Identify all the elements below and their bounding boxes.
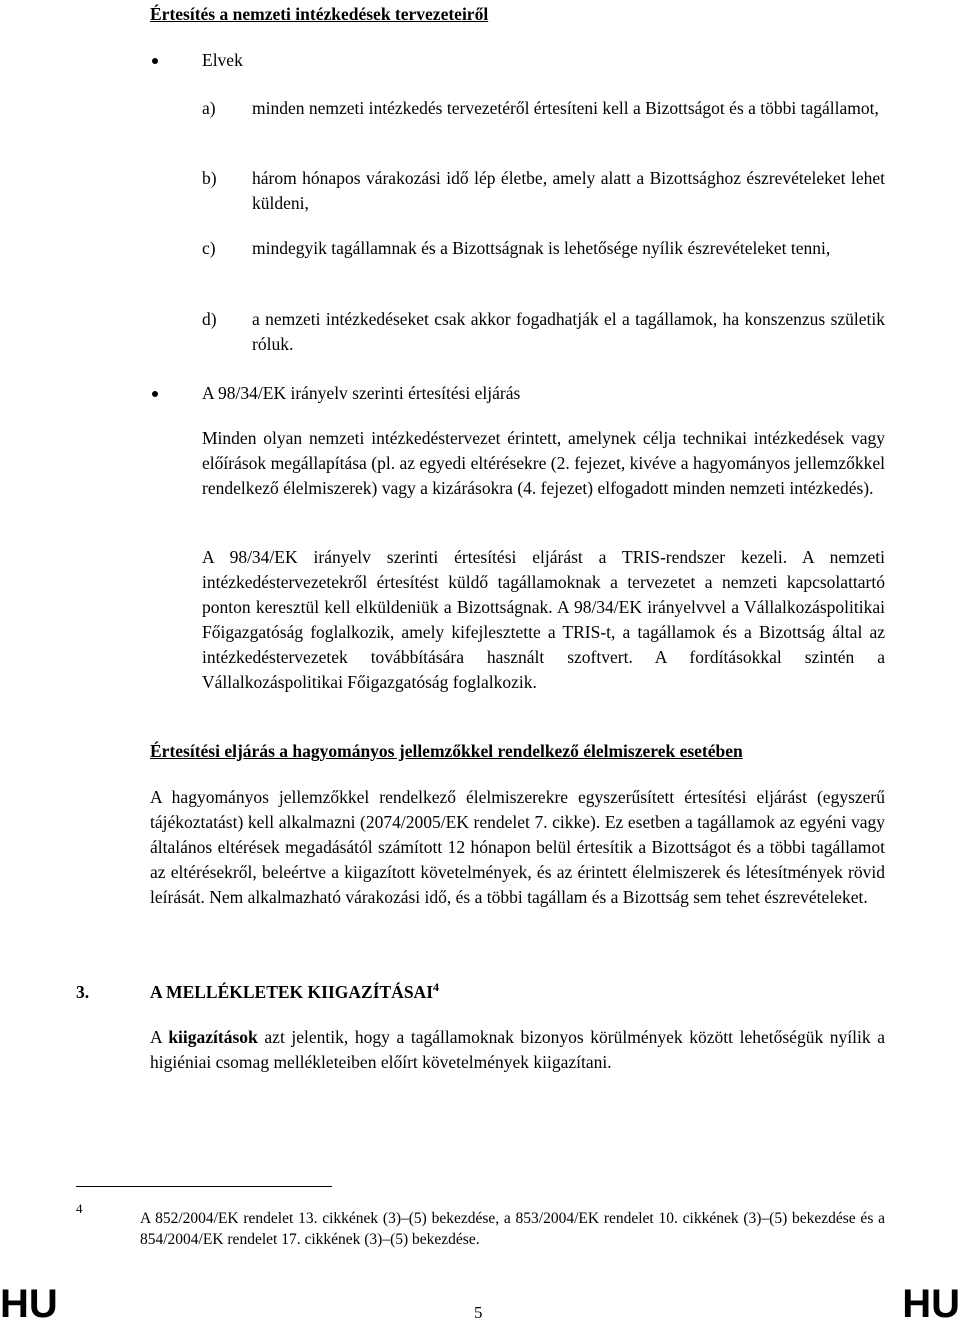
principle-label-d: d) (202, 309, 217, 329)
principle-label-b: b) (202, 168, 217, 188)
principles-heading: Elvek (202, 50, 243, 70)
footer-language-left: HU (0, 1282, 58, 1326)
procedure-paragraph-2: A 98/34/EK irányelv szerinti értesítési eljárást a TRIS-rendszer kezeli. A nemzeti intézkedéstervezetekről értesítést küldő tagállamoknak a tervezetet a nemzeti kapcsolattartó ponton keresztül kell elküldeniük a Bizottságnak. A 98/34/EK irányelvvel a Vállalkozáspolitikai Főigazgatóság foglalkozik, amely kifejlesztette a TRIS-t, a tagállamok és a Bizottság által az intézkedéstervezetek továbbítására használt szoftvert. A fordításokkal szintén a Vállalkozáspolitikai Főigazgatóság foglalkozik. (202, 547, 885, 692)
document-title: Értesítés a nemzeti intézkedések tervezeteiről (150, 4, 489, 24)
principle-text-b: három hónapos várakozási idő lép életbe, amely alatt a Bizottsághoz észrevételeket lehet küldeni, (252, 168, 885, 213)
footer-language-right: HU (902, 1282, 960, 1326)
section-heading (150, 980, 439, 1005)
principle-label-c: c) (202, 238, 216, 258)
principle-label-a: a) (202, 98, 216, 118)
section-paragraph-rest: azt jelentik, hogy a tagállamoknak bizonyos körülmények között lehetőségük nyílik a higiéniai csomag mellékleteiben előírt követelmények kiigazítani. (150, 1027, 886, 1072)
procedure-heading: A 98/34/EK irányelv szerinti értesítési eljárás (202, 383, 521, 403)
principle-text-a: minden nemzeti intézkedés tervezetéről értesíteni kell a Bizottságot és a többi tagállamot, (252, 98, 879, 118)
footnote-separator (76, 1186, 332, 1187)
traditional-paragraph: A hagyományos jellemzőkkel rendelkező élelmiszerekre egyszerűsített értesítési eljárást (egyszerű tájékoztatást) kell alkalmazni (2074/2005/EK rendelet 7. cikke). Ez esetben a tagállamok az egyéni vagy általános eltérések megadásától számított 12 hónapon belül értesítik a Bizottságot és a többi tagállamot az eltérésekről, beleértve a kiigazított követelmények, és az érintett élelmiszerek és létesítmények rövid leírását. Nem alkalmazható várakozási idő, és a többi tagállam és a Bizottság sem tehet észrevételeket. (150, 787, 885, 907)
section-title: A MELLÉKLETEK KIIGAZÍTÁSAI (150, 982, 433, 1002)
section-paragraph (150, 1025, 885, 1075)
footnote-number: 4 (76, 1201, 83, 1216)
traditional-heading: Értesítési eljárás a hagyományos jellemzőkkel rendelkező élelmiszerek esetében (150, 741, 743, 761)
footnote-reference: 4 (433, 980, 439, 995)
bullet-procedure (152, 391, 158, 397)
section-paragraph-start: A (150, 1027, 162, 1047)
principle-text-c: mindegyik tagállamnak és a Bizottságnak is lehetősége nyílik észrevételeket tenni, (252, 238, 831, 258)
section-keyword: kiigazítások (168, 1027, 258, 1047)
bullet-principles (152, 58, 158, 64)
procedure-paragraph-1: Minden olyan nemzeti intézkedéstervezet érintett, amelynek célja technikai intézkedések vagy előírások megállapítása (pl. az egyedi eltérésekre (2. fejezet, kivéve a hagyományos jellemzőkkel rendelkező élelmiszerek) vagy a kizárásokra (4. fejezet) elfogadott minden nemzeti intézkedés). (202, 428, 885, 498)
footnote-text: A 852/2004/EK rendelet 13. cikkének (3)–(5) bekezdése, a 853/2004/EK rendelet 10. cikkének (3)–(5) bekezdése és a 854/2004/EK rendelet 17. cikkének (3)–(5) bekezdése. (140, 1210, 885, 1248)
section-number: 3. (76, 982, 90, 1002)
principle-text-d: a nemzeti intézkedéseket csak akkor fogadhatják el a tagállamok, ha konszenzus születik róluk. (252, 309, 885, 354)
page-number: 5 (474, 1303, 483, 1322)
